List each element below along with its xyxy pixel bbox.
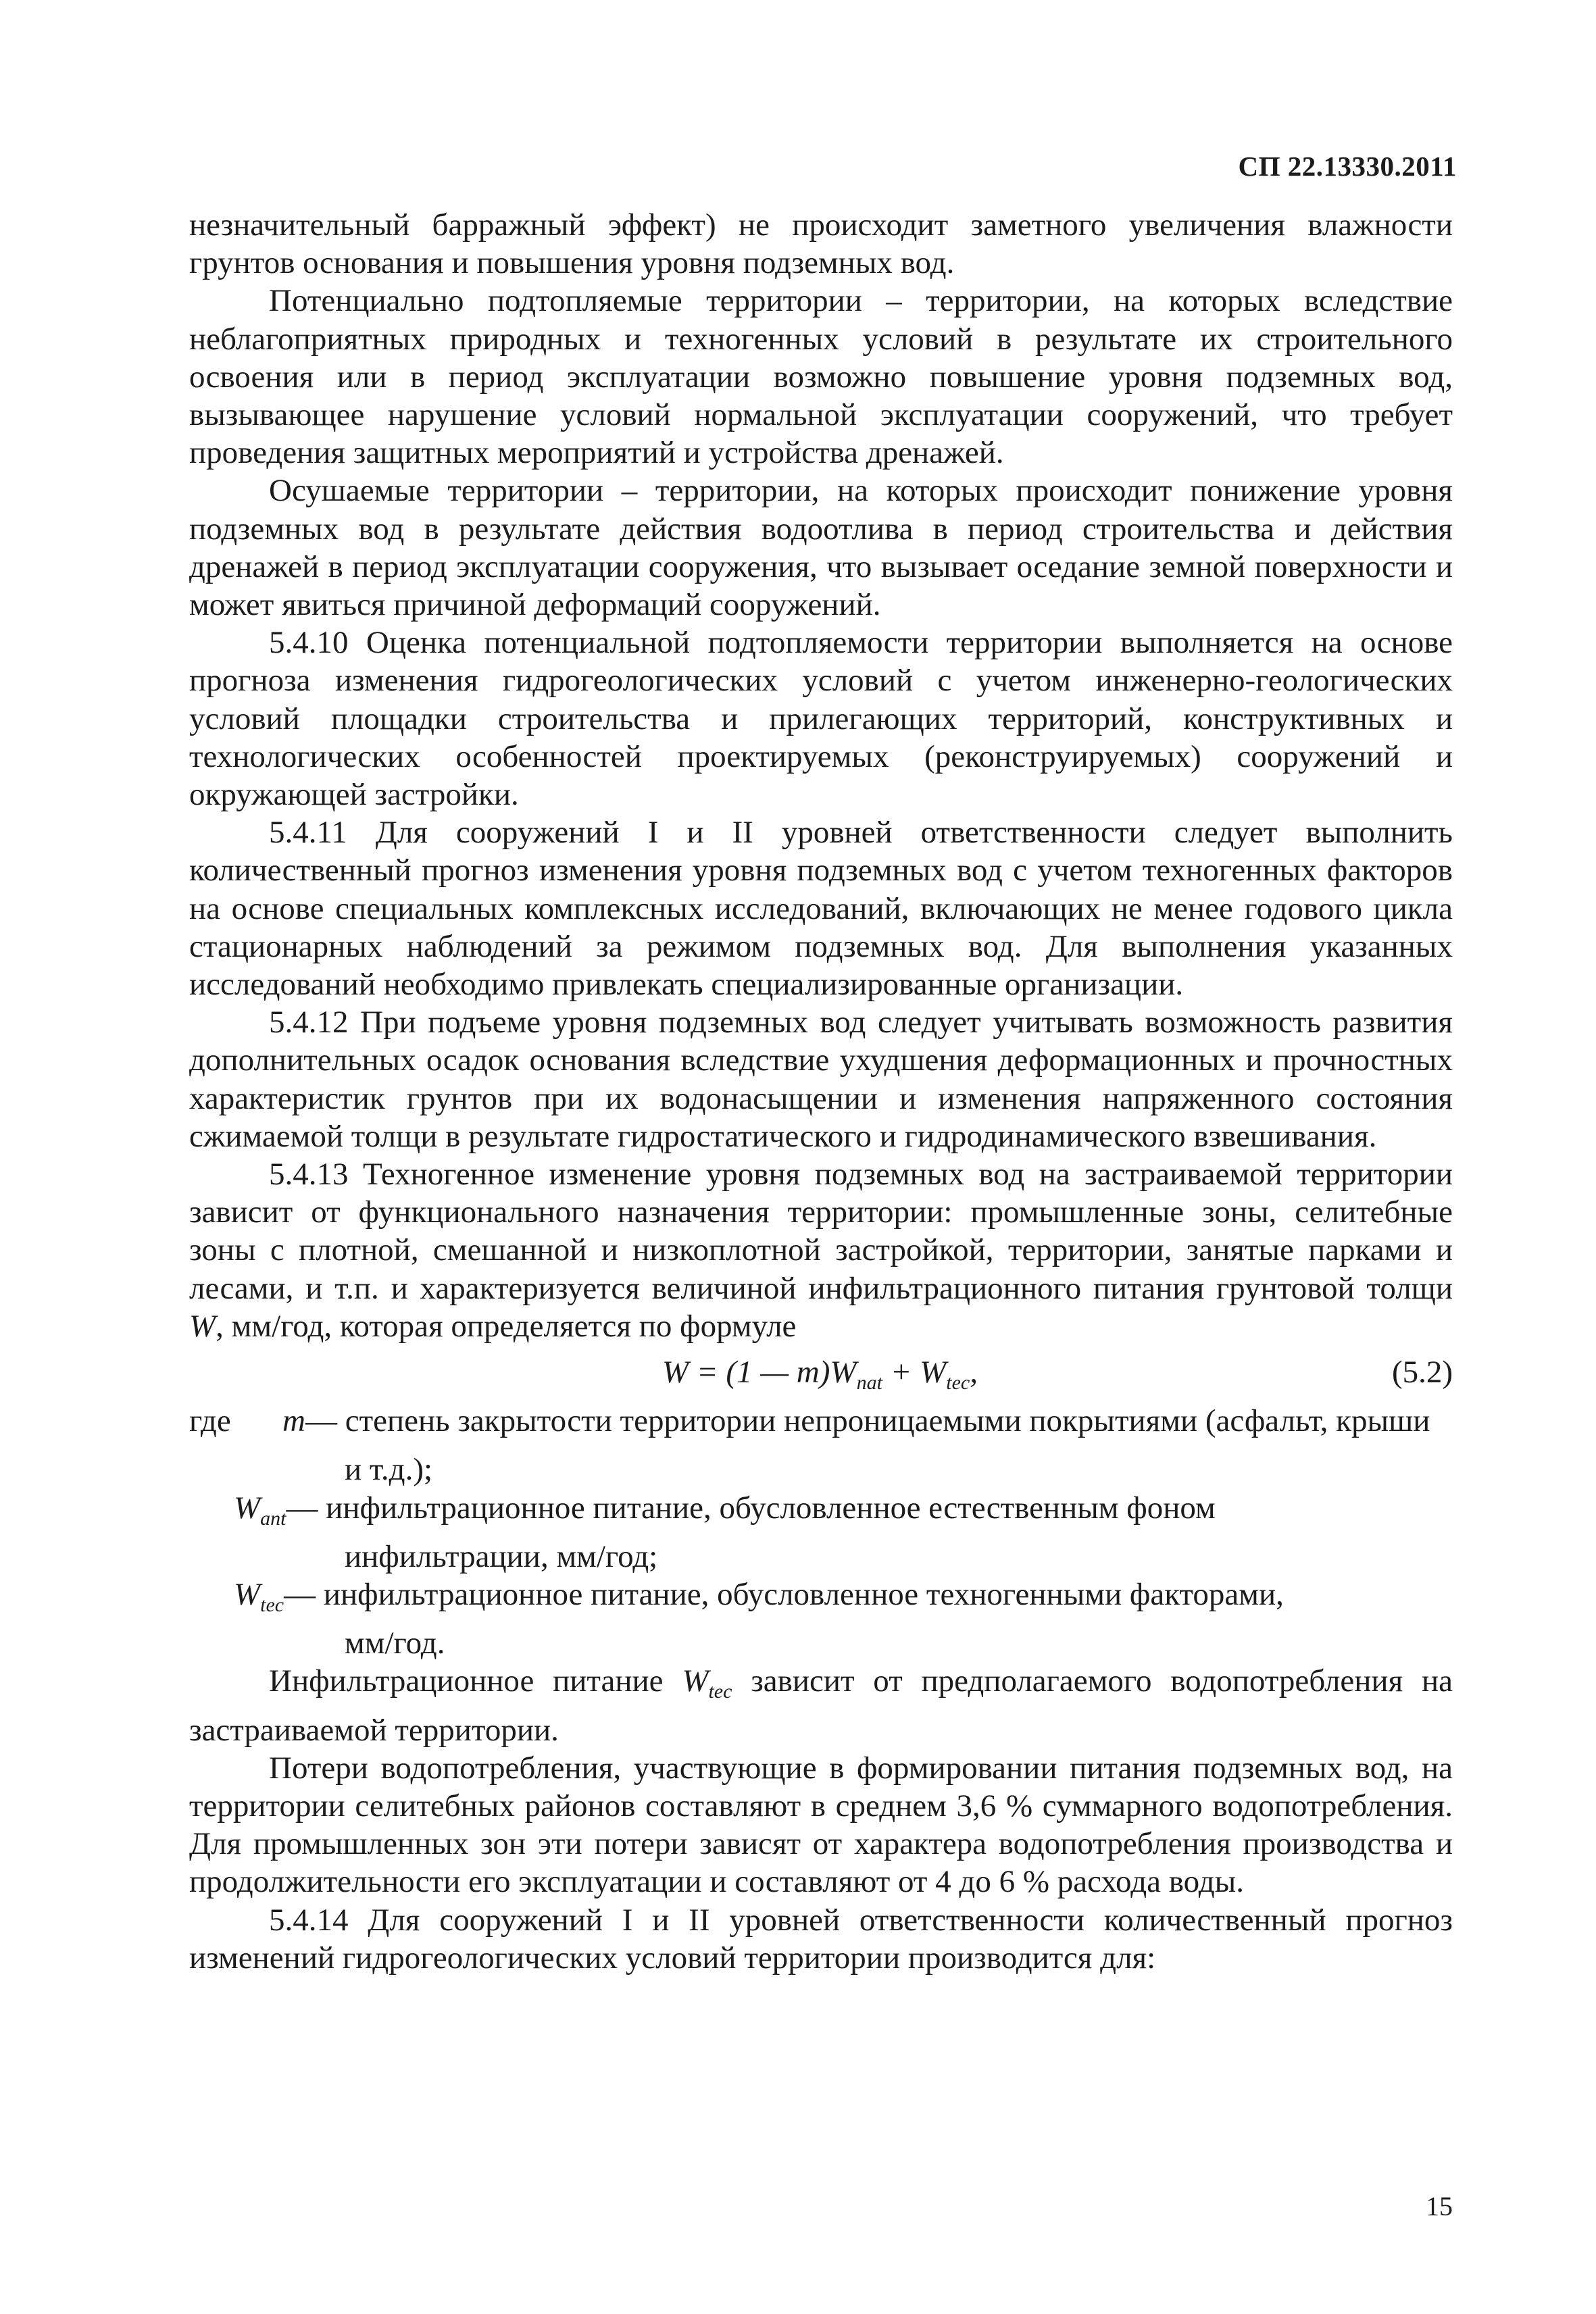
definition-symbol-sub: tec: [260, 1593, 284, 1616]
definition-m: [189, 1402, 1453, 1451]
formula-lhs: W = (1 — m)W: [662, 1355, 857, 1390]
paragraph-5-4-11: 5.4.11 Для сооружений I и II уровней ответственности следует выполнить количественный прогноз изменения уровня подземных вод с учетом техногенных факторов на основе специальных комплексных исследований, включающих не менее годового цикла стационарных наблюдений за режимом подземных вод. Для выполнения указанных исследований необходимо привлекать специализированные организации.: [189, 815, 1453, 1003]
symbol-w: W: [189, 1308, 216, 1344]
definition-symbol-base: W: [234, 1576, 261, 1612]
paragraph-5-4-10: 5.4.10 Оценка потенциальной подтопляемости территории выполняется на основе прогноза изменения гидрогеологических условий с учетом инженерно-геологических условий площадки строительства и прилегающих территорий, конструктивных и технологических особенностей проектируемых (реконструируемых) сооружений и окружающей застройки.: [189, 625, 1453, 813]
symbol-w-tec-sub: tec: [708, 1680, 732, 1703]
paragraph-5-4-14: 5.4.14 Для сооружений I и II уровней ответственности количественный прогноз изменений гидрогеологических условий территории производится для:: [189, 1902, 1453, 1976]
paragraph-drained-territories: Осушаемые территории – территории, на которых происходит понижение уровня подземных вод в результате действия водоотлива в период строительства и действия дренажей в период эксплуатации сооружения, что вызывает оседание земной поверхности и может явиться причиной деформаций сооружений.: [189, 473, 1453, 623]
definition-w-tec: [189, 1576, 1453, 1624]
paragraph-5-4-13: [189, 1155, 1453, 1345]
paragraph-continuation: незначительный барражный эффект) не происходит заметного увеличения влажности грунтов основания и повышения уровня подземных вод.: [189, 207, 1453, 281]
definition-symbol: [234, 1489, 286, 1538]
page-body: [189, 206, 1453, 1977]
definition-text-continuation: инфильтрации, мм/год;: [345, 1538, 658, 1574]
where-label: где: [189, 1403, 231, 1439]
symbol-w-tec: [682, 1663, 732, 1703]
definition-symbol-sub: ant: [260, 1507, 286, 1530]
symbol-w-tec-base: W: [682, 1663, 709, 1699]
formula-mid: + W: [882, 1355, 947, 1390]
definition-symbol-base: m: [282, 1403, 305, 1439]
definition-symbol: [282, 1402, 305, 1451]
definition-text: — инфильтрационное питание, обусловленное естественным фоном: [286, 1490, 1216, 1526]
formula-tail: ,: [970, 1355, 978, 1390]
definition-w-ant: [189, 1489, 1453, 1538]
definition-text-continuation: и т.д.);: [345, 1452, 433, 1488]
formula-sub-nat: nat: [856, 1372, 882, 1394]
definition-text-continuation: мм/год.: [345, 1626, 445, 1661]
document-code-header: СП 22.13330.2011: [1238, 151, 1457, 182]
page-number: 15: [1426, 2191, 1453, 2221]
definition-text: — инфильтрационное питание, обусловленное техногенными факторами,: [284, 1576, 1284, 1612]
definition-symbol-base: W: [234, 1490, 261, 1526]
paragraph-infiltration-start: Инфильтрационное питание: [269, 1663, 682, 1699]
paragraph-5-4-13-text-start: 5.4.13 Техногенное изменение уровня подземных вод на застраиваемой территории зависит от функционального назначения территории: промышленные зоны, селитебные зоны с плотной, смешанной и низкоплотной застройкой, территории, занятые парками и лесами, и т.п. и характеризуется величиной инфильтрационного питания грунтовой толщи: [189, 1157, 1453, 1306]
paragraph-5-4-13-text-end: , мм/год, которая определяется по формуле: [216, 1308, 797, 1344]
formula-number: (5.2): [1391, 1355, 1453, 1390]
paragraph-infiltration-supply: [189, 1662, 1453, 1749]
formula-5-2: [189, 1348, 1453, 1398]
paragraph-infiltration-end: зависит от предполагаемого водопотребления на застраиваемой территории.: [189, 1663, 1453, 1748]
formula-sub-tec: tec: [946, 1372, 970, 1394]
definition-symbol: [234, 1576, 284, 1624]
formula-expression: [662, 1353, 978, 1402]
where-definitions: [189, 1402, 1453, 1662]
definition-text: — степень закрытости территории непроницаемыми покрытиями (асфальт, крыши: [305, 1403, 1430, 1439]
paragraph-potentially-flooded: Потенциально подтопляемые территории – территории, на которых вследствие неблагоприятных природных и техногенных условий в результате их строительного освоения или в период эксплуатации возможно повышение уровня подземных вод, вызывающее нарушение условий нормальной эксплуатации сооружений, что требует проведения защитных мероприятий и устройства дренажей.: [189, 283, 1453, 471]
paragraph-consumption-losses: Потери водопотребления, участвующие в формировании питания подземных вод, на территории селитебных районов составляют в среднем 3,6 % суммарного водопотребления. Для промышленных зон эти потери зависят от характера водопотребления производства и продолжительности его эксплуатации и составляют от 4 до 6 % расхода воды.: [189, 1750, 1453, 1900]
paragraph-5-4-12: 5.4.12 При подъеме уровня подземных вод следует учитывать возможность развития дополнительных осадок основания вследствие ухудшения деформационных и прочностных характеристик грунтов при их водонасыщении и изменения напряженного состояния сжимаемой толщи в результате гидростатического и гидродинамического взвешивания.: [189, 1005, 1453, 1154]
